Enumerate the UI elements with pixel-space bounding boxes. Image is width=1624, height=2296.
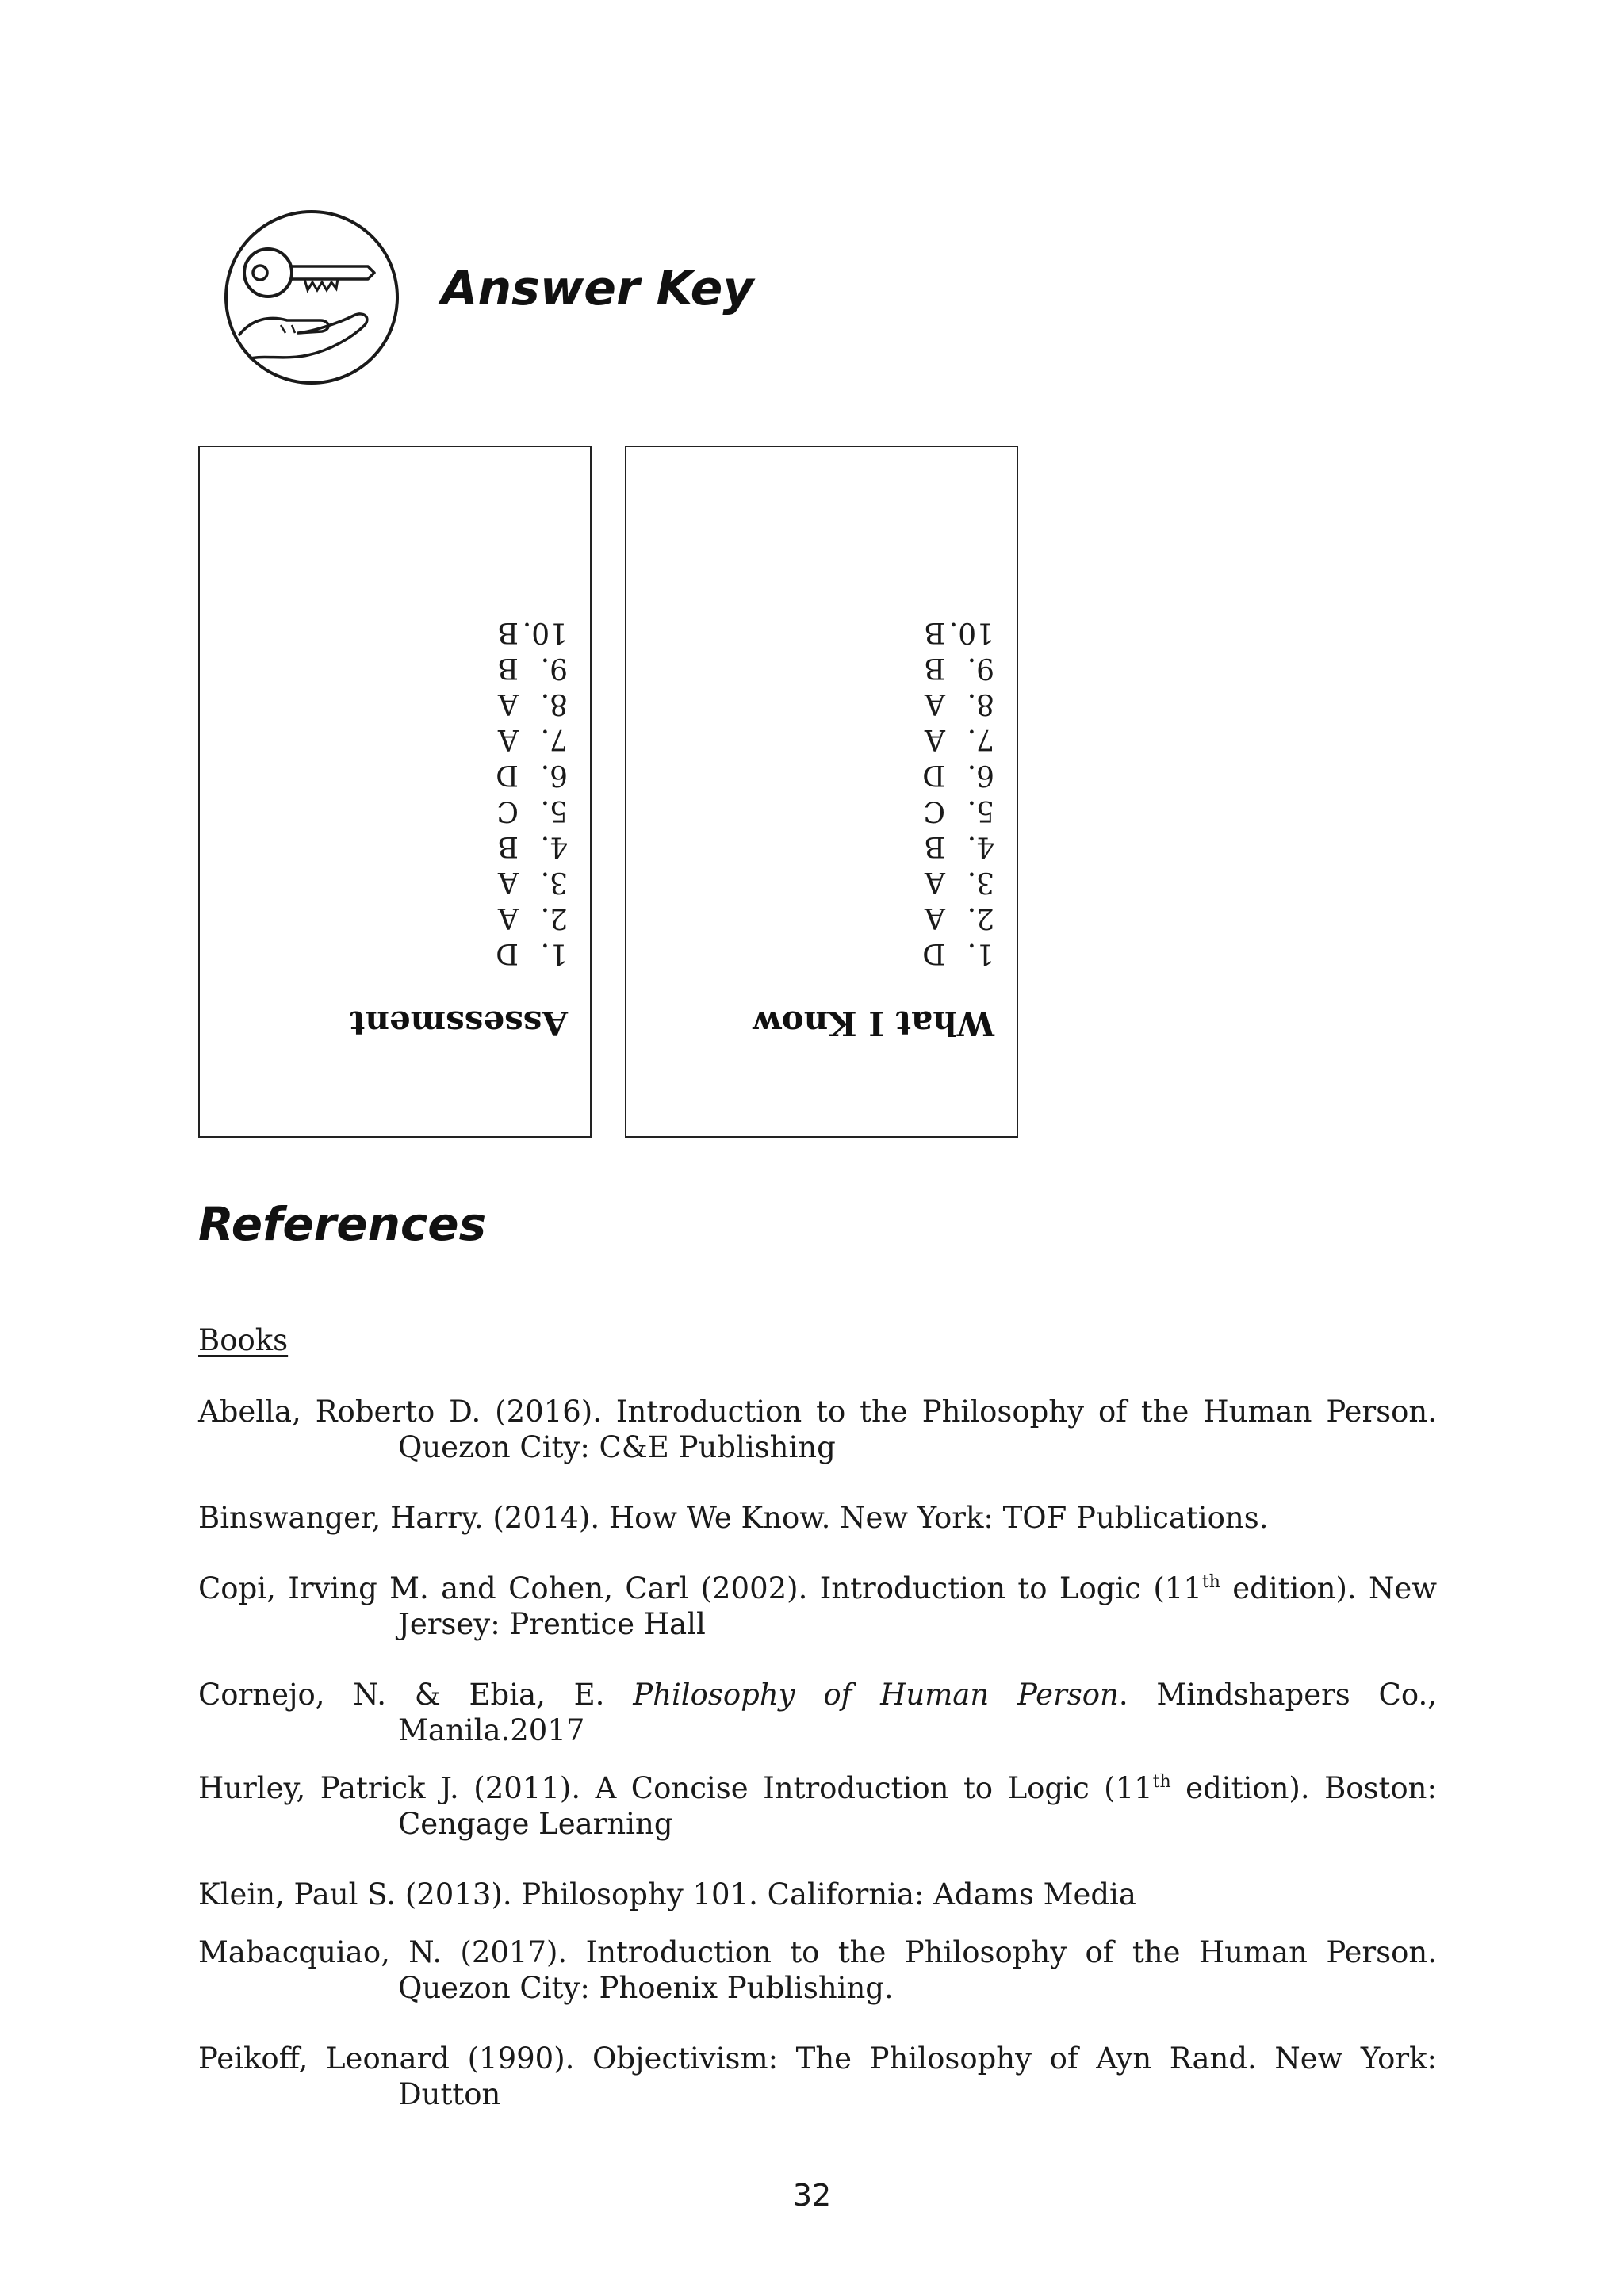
- reference-entry: Hurley, Patrick J. (2011). A Concise Introduction to Logic (11th edition). Boston: Cengage Learning: [198, 1771, 1437, 1841]
- answer-item: 8.A: [925, 687, 994, 720]
- answer-item: 6.D: [922, 759, 994, 791]
- reference-entry: Klein, Paul S. (2013). Philosophy 101. California: Adams Media: [198, 1877, 1136, 1911]
- answer-item: 7.A: [925, 723, 994, 756]
- answer-item: 3.A: [498, 866, 568, 898]
- answer-item: 5.C: [496, 794, 568, 827]
- answer-item: 6.D: [496, 759, 568, 791]
- answer-key-title: Answer Key: [441, 261, 754, 316]
- answer-box-what-i-know: [625, 446, 1018, 1138]
- answer-box-heading: Assessment: [350, 1004, 568, 1043]
- references-subheading-books: Books: [198, 1323, 289, 1357]
- answer-box-assessment: [198, 446, 592, 1138]
- answer-item: 1.D: [922, 937, 994, 970]
- key-in-hand-icon: [219, 200, 404, 395]
- answer-item: 9.B: [924, 652, 994, 684]
- answer-item: 10.B: [497, 616, 568, 649]
- answer-item: 5.C: [923, 794, 994, 827]
- page-number: 32: [792, 2178, 832, 2213]
- reference-entry: Mabacquiao, N. (2017). Introduction to the Philosophy of the Human Person. Quezon City: Phoenix Publishing.: [198, 1935, 1437, 2005]
- reference-entry: Copi, Irving M. and Cohen, Carl (2002). Introduction to Logic (11th edition). New Jersey: Prentice Hall: [198, 1571, 1437, 1641]
- answer-item: 4.B: [924, 830, 994, 863]
- references-title: References: [198, 1197, 487, 1251]
- answer-item: 2.A: [925, 901, 994, 934]
- answer-box-content: [626, 447, 1017, 1136]
- answer-box-heading: What I Know: [753, 1004, 994, 1043]
- answer-item: 7.A: [498, 723, 568, 756]
- answer-item: 1.D: [496, 937, 568, 970]
- answer-item: 8.A: [498, 687, 568, 720]
- reference-entry: Abella, Roberto D. (2016). Introduction to the Philosophy of the Human Person. Quezon City: C&E Publishing: [198, 1395, 1437, 1464]
- answer-item: 3.A: [925, 866, 994, 898]
- answer-item: 10.B: [924, 616, 994, 649]
- reference-book-title: Philosophy of Human Person: [633, 1678, 1119, 1712]
- answer-box-content: [200, 447, 590, 1136]
- answer-list: [496, 614, 568, 971]
- answer-item: 4.B: [497, 830, 568, 863]
- answer-item: 2.A: [498, 901, 568, 934]
- answer-list: [922, 614, 994, 971]
- reference-list: [198, 1394, 1437, 2112]
- reference-entry: Peikoff, Leonard (1990). Objectivism: The Philosophy of Ayn Rand. New York: Dutton: [198, 2042, 1437, 2111]
- answer-item: 9.B: [497, 652, 568, 684]
- reference-entry: Cornejo, N. & Ebia, E. Philosophy of Human Person. Mindshapers Co., Manila.2017: [198, 1678, 1437, 1747]
- reference-entry: Binswanger, Harry. (2014). How We Know. New York: TOF Publications.: [198, 1501, 1269, 1535]
